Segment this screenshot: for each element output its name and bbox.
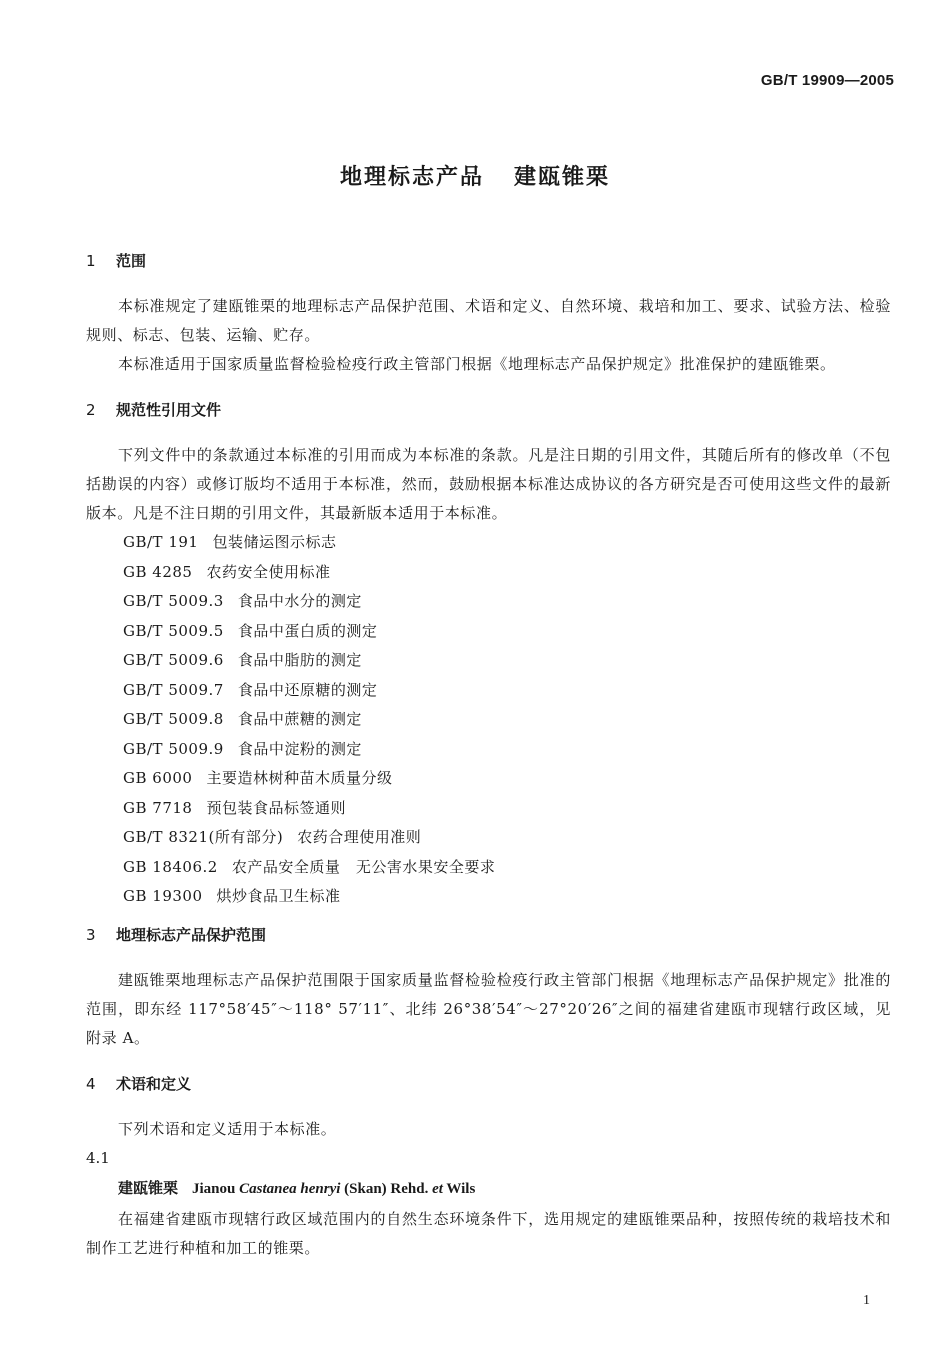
reference-code: GB/T 5009.7 bbox=[123, 680, 224, 699]
section-number: 3 bbox=[86, 925, 96, 944]
reference-item bbox=[123, 676, 891, 706]
document-title bbox=[0, 160, 950, 191]
reference-item bbox=[123, 587, 891, 617]
section-title: 规范性引用文件 bbox=[116, 401, 222, 419]
reference-name: 主要造林树种苗木质量分级 bbox=[206, 769, 393, 787]
section-4-heading bbox=[86, 1073, 891, 1095]
reference-code: GB/T 5009.9 bbox=[123, 739, 224, 758]
term-entry bbox=[118, 1172, 891, 1205]
section-2-heading bbox=[86, 399, 891, 421]
reference-item bbox=[123, 646, 891, 676]
reference-name: 食品中水分的测定 bbox=[237, 592, 362, 610]
section-number: 4 bbox=[86, 1074, 96, 1093]
reference-item bbox=[123, 528, 891, 558]
reference-name: 农产品安全质量 无公害水果安全要求 bbox=[231, 857, 496, 876]
section-1-paragraph-2: 本标准适用于国家质量监督检验检疫行政主管部门根据《地理标志产品保护规定》批准保护的建瓯锥栗。 bbox=[118, 355, 836, 373]
standard-code: GB/T 19909—2005 bbox=[760, 72, 894, 89]
reference-name: 食品中蛋白质的测定 bbox=[237, 621, 378, 640]
reference-item bbox=[123, 823, 891, 853]
section-2-paragraph: 下列文件中的条款通过本标准的引用而成为本标准的条款。凡是注日期的引用文件，其随后所有的修改单（不包括勘误的内容）或修订版均不适用于本标准，然而，鼓励根据本标准达成协议的各方研究是否可使用这些文件的最新版本。凡是不注日期的引用文件，其最新版本适用于本标准。 bbox=[86, 446, 891, 522]
reference-name: 包装储运图示标志 bbox=[212, 533, 337, 551]
section-title: 术语和定义 bbox=[116, 1074, 192, 1093]
term-et: et bbox=[432, 1180, 443, 1197]
section-4-paragraph: 下列术语和定义适用于本标准。 bbox=[118, 1119, 337, 1138]
reference-code: GB 18406.2 bbox=[123, 857, 218, 876]
page-number: 1 bbox=[863, 1293, 870, 1308]
normative-reference-list bbox=[123, 528, 891, 912]
section-title: 地理标志产品保护范围 bbox=[116, 925, 267, 944]
clause-number: 4.1 bbox=[86, 1148, 110, 1167]
reference-name: 农药安全使用标准 bbox=[206, 562, 331, 581]
reference-item bbox=[123, 853, 891, 883]
reference-name: 食品中脂肪的测定 bbox=[237, 651, 362, 669]
term-definition: 在福建省建瓯市现辖行政区域范围内的自然生态环境条件下，选用规定的建瓯锥栗品种，按照传统的栽培技术和制作工艺进行种植和加工的锥栗。 bbox=[86, 1209, 891, 1257]
reference-item bbox=[123, 764, 891, 794]
term-authority: (Skan) Rehd. bbox=[344, 1180, 429, 1197]
reference-item bbox=[123, 882, 891, 912]
document-body bbox=[86, 250, 891, 1263]
reference-name: 食品中淀粉的测定 bbox=[237, 739, 362, 758]
reference-code: GB 6000 bbox=[123, 769, 193, 787]
title-part-1: 地理标志产品 bbox=[339, 165, 484, 190]
reference-item bbox=[123, 617, 891, 647]
section-title: 范围 bbox=[116, 252, 147, 270]
reference-name: 食品中蔗糖的测定 bbox=[237, 710, 362, 728]
term-latin-prefix: Jianou bbox=[192, 1180, 236, 1197]
reference-code: GB/T 5009.8 bbox=[123, 710, 224, 728]
reference-code: GB/T 191 bbox=[123, 533, 199, 551]
section-3-heading bbox=[86, 924, 891, 946]
section-number: 2 bbox=[86, 401, 96, 419]
reference-item bbox=[123, 735, 891, 765]
reference-item bbox=[123, 794, 891, 824]
reference-code: GB/T 5009.6 bbox=[123, 651, 224, 669]
reference-name: 烘炒食品卫生标准 bbox=[216, 887, 341, 905]
section-3-paragraph: 建瓯锥栗地理标志产品保护范围限于国家质量监督检验检疫行政主管部门根据《地理标志产品保护规定》批准的范围，即东经 117°58′45″～118° 57′11″、北纬 26°38′54″～27°20′26″之间的福建省建瓯市现辖行政区域，见附录 A。 bbox=[86, 970, 891, 1047]
reference-name: 食品中还原糖的测定 bbox=[237, 680, 378, 699]
title-part-2: 建瓯锥栗 bbox=[514, 165, 611, 190]
reference-code: GB 19300 bbox=[123, 887, 203, 905]
term-chinese: 建瓯锥栗 bbox=[118, 1178, 179, 1197]
reference-code: GB 4285 bbox=[123, 562, 193, 581]
reference-code: GB/T 5009.5 bbox=[123, 621, 224, 640]
reference-name: 预包装食品标签通则 bbox=[206, 798, 346, 817]
section-1-paragraph-1: 本标准规定了建瓯锥栗的地理标志产品保护范围、术语和定义、自然环境、栽培和加工、要求、试验方法、检验规则、标志、包装、运输、贮存。 bbox=[86, 297, 891, 344]
term-authority-2: Wils bbox=[446, 1180, 476, 1197]
reference-code: GB/T 5009.3 bbox=[123, 592, 224, 610]
reference-code: GB 7718 bbox=[123, 798, 193, 817]
reference-item bbox=[123, 705, 891, 735]
reference-name: 农药合理使用准则 bbox=[297, 828, 422, 846]
section-1-heading bbox=[86, 250, 891, 272]
reference-item bbox=[123, 558, 891, 588]
reference-code: GB/T 8321(所有部分) bbox=[123, 828, 284, 846]
section-number: 1 bbox=[86, 252, 96, 270]
term-species-name: Castanea henryi bbox=[239, 1180, 341, 1197]
